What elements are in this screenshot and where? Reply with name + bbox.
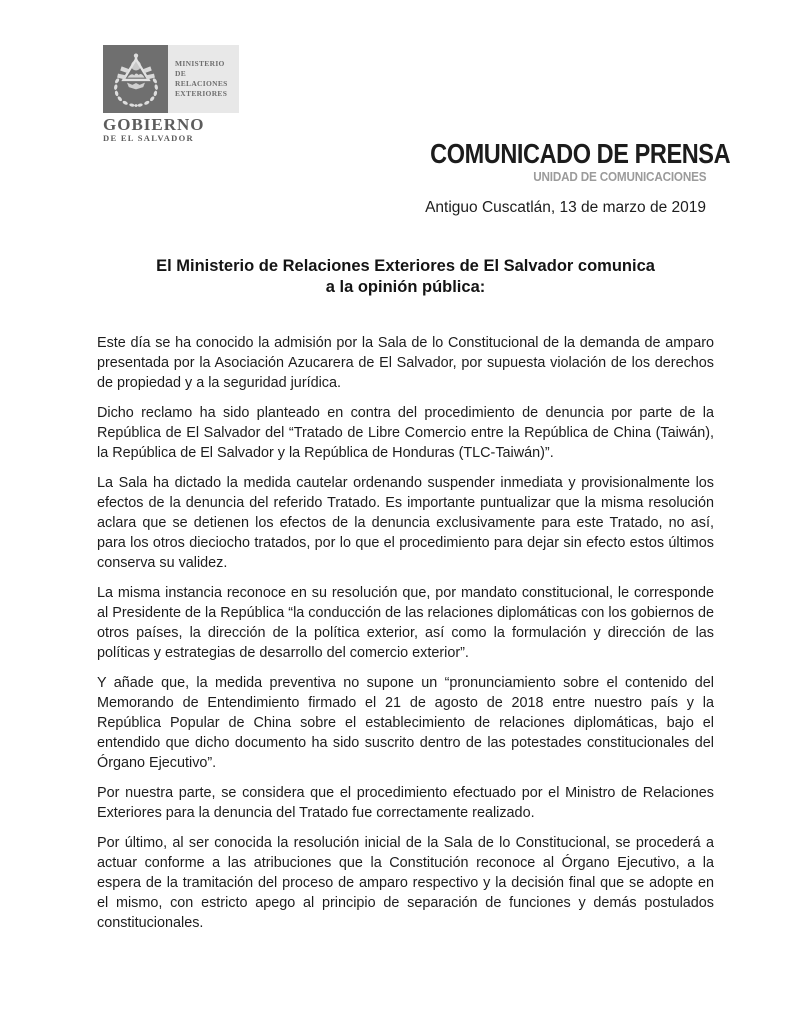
paragraph-4: La misma instancia reconoce en su resolución que, por mandato constitucional, le corresponde al Presidente de la República “la conducción de las relaciones diplomáticas con los gobiernos de otros países, la dirección de la política exterior, así como la formulación y dirección de las políticas y estrategias de desarrollo del comercio exterior”. [97,585,714,661]
press-title-row [373,139,730,168]
government-wordmark-sub: DE EL SALVADOR [103,133,194,143]
coat-of-arms-box [103,45,168,113]
document-title: COMUNICADO DE PRENSA [430,138,730,169]
dateline: Antiguo Cuscatlán, 13 de marzo de 2019 [425,199,706,216]
government-wordmark: GOBIERNO [103,115,205,134]
paragraph-6: Por nuestra parte, se considera que el procedimiento efectuado por el Ministro de Relaciones Exteriores para la denuncia del Tratado fue correctamente realizado. [97,785,714,821]
press-subtitle-row [373,169,706,185]
gobierno-el-salvador-logo [103,45,283,144]
ministry-name-line: EXTERIORES [175,89,228,98]
paragraph-3: La Sala ha dictado la medida cautelar ordenando suspender inmediata y provisionalmente los efectos de la denuncia del referido Tratado. Es importante puntualizar que la misma resolución aclara que se detienen los efectos de la denuncia exclusivamente para este Tratado, no así, para los otros dieciocho tratados, por lo que el procedimiento para dejar sin efecto estos últimos conserva su validez. [97,475,714,571]
document-heading-line1: El Ministerio de Relaciones Exteriores de El Salvador comunica [156,257,655,275]
paragraph-1: Este día se ha conocido la admisión por la Sala de lo Constitucional de la demanda de amparo presentada por la Asociación Azucarera de El Salvador, por supuesta violación de los derechos de propiedad y a la seguridad jurídica. [97,335,714,391]
ministry-name-line: DE RELACIONES [175,69,228,88]
paragraph-2: Dicho reclamo ha sido planteado en contra del procedimiento de denuncia por parte de la República de El Salvador del “Tratado de Libre Comercio entre la República de China (Taiwán), la República de El Salvador y la República de Honduras (TLC-Taiwán)”. [97,405,714,461]
paragraph-7: Por último, al ser conocida la resolución inicial de la Sala de lo Constitucional, se procederá a actuar conforme a las atribuciones que la Constitución reconoce al Órgano Ejecutivo, a la espera de la tramitación del proceso de amparo respectivo y la decisión final que se adopte en el mismo, con estricto apego al principio de separación de funciones y demás postulados constitucionales. [97,835,714,931]
document-heading [97,256,714,298]
coat-of-arms-icon [109,50,163,108]
document-heading-line2: a la opinión pública: [325,278,486,296]
ministry-name-line: MINISTERIO [175,59,225,68]
paragraph-5: Y añade que, la medida preventiva no supone un “pronunciamiento sobre el contenido del Memorando de Entendimiento firmado el 21 de agosto de 2018 entre nuestro país y la República Popular de China sobre el establecimiento de relaciones diplomáticas, bajo el entendido que dicho documento ha sido suscrito dentro de las potestades constitucionales del Órgano Ejecutivo”. [97,675,714,771]
document-body [97,256,714,943]
press-header [373,139,730,217]
ministry-name-box [168,45,239,113]
logo-boxes [103,45,283,113]
communications-unit-label: UNIDAD DE COMUNICACIONES [532,169,706,184]
